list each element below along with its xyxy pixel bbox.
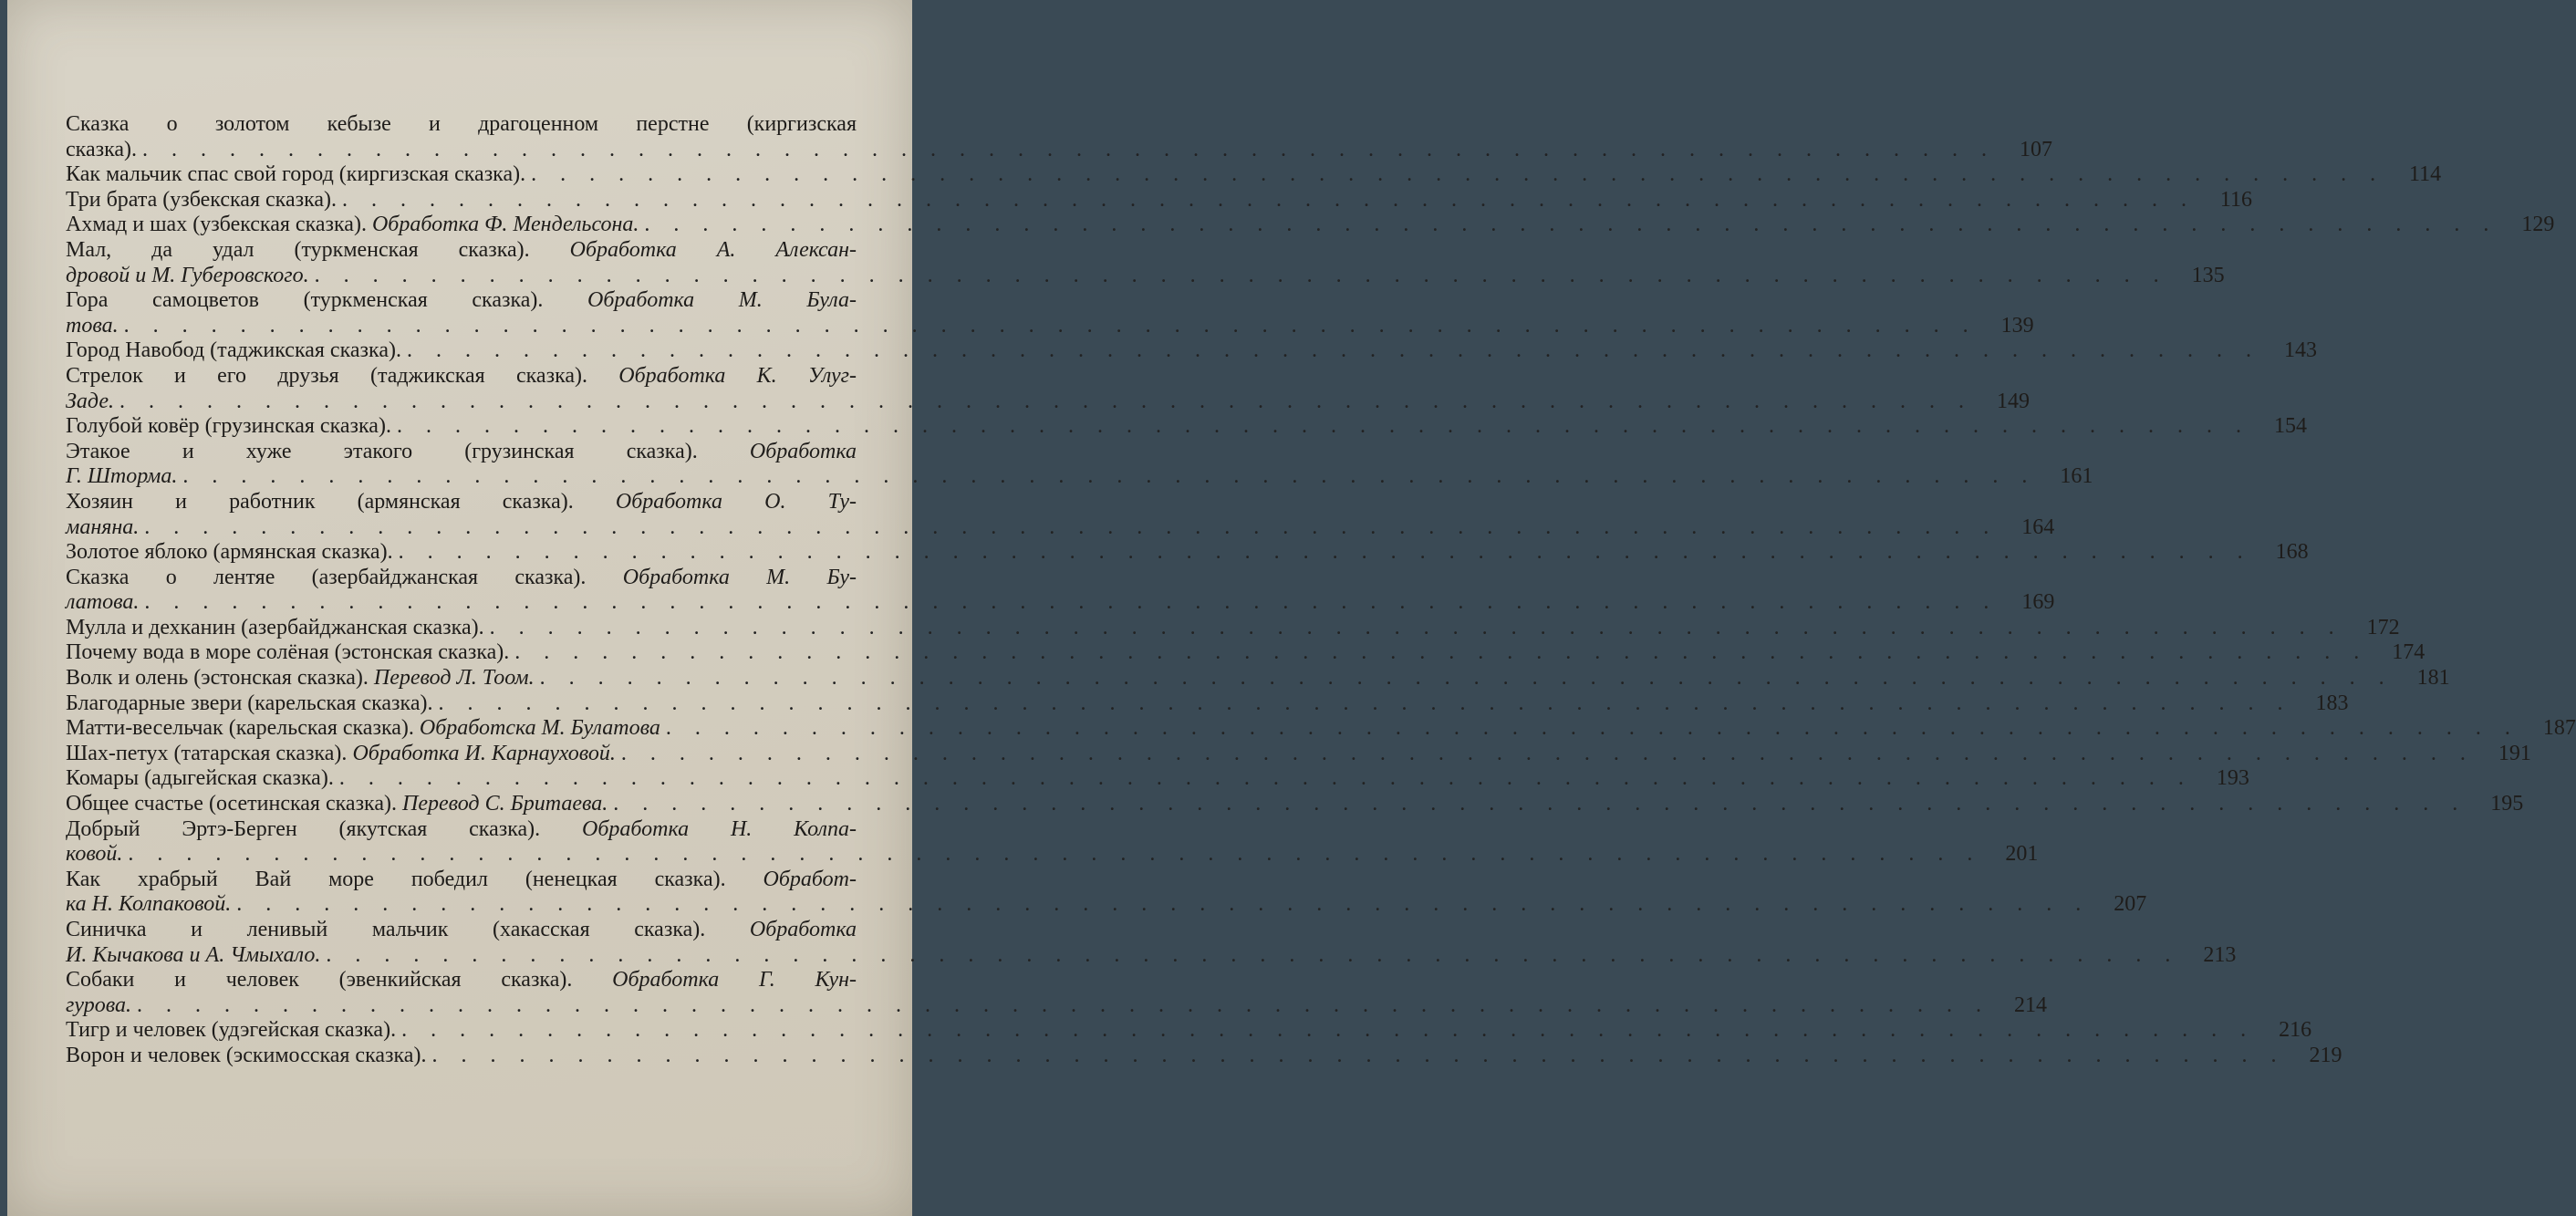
- toc-line: [66, 137, 2053, 163]
- toc-credit: ковой.: [66, 842, 123, 867]
- toc-line: [66, 514, 2055, 541]
- toc-line: [66, 640, 2425, 666]
- toc-entry-text: [66, 288, 857, 314]
- toc-entry-text: [66, 464, 177, 490]
- toc-title: Ахмад и шах (узбекская сказка).: [66, 213, 372, 237]
- toc-credit: Обработка М. Бу-: [622, 565, 857, 589]
- toc-entry: [66, 363, 2030, 414]
- toc-entry: [66, 741, 2531, 767]
- toc-entry-text: [66, 590, 139, 616]
- toc-line: [66, 615, 2400, 641]
- toc-entry-text: [66, 314, 119, 339]
- toc-line: [66, 414, 2307, 440]
- page-number: 195: [2490, 792, 2524, 816]
- toc-line: [66, 187, 2253, 213]
- page-number: 143: [2283, 338, 2317, 363]
- toc-entry-text: [66, 993, 131, 1019]
- dot-leader: [396, 1018, 2255, 1044]
- page-number: 116: [2219, 187, 2253, 212]
- toc-entry-text: [66, 742, 616, 767]
- toc-entry-text: [66, 892, 231, 918]
- toc-line: [66, 213, 2555, 238]
- toc-entry: [66, 615, 2400, 641]
- page-number: 107: [2020, 137, 2053, 161]
- toc-line: [66, 766, 2249, 792]
- toc-entry: [66, 162, 2442, 188]
- toc-line: [66, 942, 2237, 969]
- toc-line: [66, 590, 2055, 616]
- dot-leader: [139, 590, 1998, 616]
- toc-entry-text: [66, 112, 857, 138]
- toc-entry-text: [66, 188, 337, 213]
- toc-entry: [66, 414, 2307, 440]
- toc-entry: [66, 237, 2225, 288]
- toc-line: [66, 691, 2349, 717]
- page-number: 129: [2521, 213, 2555, 237]
- toc-title: Три брата (узбекская сказка).: [66, 187, 338, 212]
- toc-entry-text: [66, 918, 857, 943]
- toc-entry-text: [66, 162, 525, 188]
- dot-leader: [320, 943, 2179, 969]
- dot-leader: [119, 314, 1978, 339]
- dot-leader: [432, 691, 2291, 717]
- toc-title: Матти-весельчак (карельская сказка).: [66, 716, 420, 741]
- toc-entry-text: [66, 515, 139, 541]
- toc-entry: [66, 187, 2253, 213]
- toc-entry-text: [66, 616, 484, 641]
- dot-leader: [131, 993, 1990, 1019]
- dot-leader: [139, 515, 1998, 541]
- toc-title: Добрый Эртэ-Берген (якутская сказка).: [66, 816, 583, 841]
- page-number: 139: [2000, 313, 2034, 338]
- toc-line: [66, 1018, 2312, 1044]
- toc-line: [66, 868, 909, 893]
- toc-title: Как мальчик спас свой город (киргизская сказка).: [66, 162, 526, 187]
- toc-line: [66, 817, 909, 843]
- toc-entry-text: [66, 138, 137, 163]
- page-number: 214: [2013, 993, 2047, 1017]
- toc-credit: дровой и М. Губеровского.: [66, 263, 309, 287]
- dot-leader: [137, 138, 1996, 163]
- toc-line: [66, 741, 2531, 767]
- toc-credit: Г. Шторма.: [66, 464, 178, 489]
- toc-entry: [66, 1018, 2312, 1044]
- toc-entry-text: [66, 842, 122, 868]
- toc-entry: [66, 918, 2237, 968]
- toc-entry-text: [66, 338, 401, 364]
- toc-line: [66, 162, 2442, 188]
- toc-title: Хозяин и работник (армянская сказка).: [66, 489, 616, 514]
- toc-line: [66, 666, 2450, 691]
- toc-line: [66, 440, 909, 465]
- dot-leader: [177, 464, 2036, 490]
- toc-title: Золотое яблоко (армянская сказка).: [66, 540, 393, 565]
- toc-entry-text: [66, 792, 608, 817]
- toc-entry: [66, 792, 2524, 817]
- dot-leader: [122, 842, 1981, 868]
- toc-entry-text: [66, 264, 309, 289]
- dot-leader: [337, 188, 2196, 213]
- toc-entry: [66, 213, 2555, 238]
- toc-entry-text: [66, 390, 114, 415]
- toc-title: Шах-петух (татарская сказка).: [66, 741, 353, 765]
- toc-entry-text: [66, 490, 857, 515]
- dot-leader: [639, 213, 2498, 238]
- toc-line: [66, 288, 909, 314]
- toc-credit: Обработка: [749, 439, 857, 463]
- toc-entry: [66, 338, 2317, 364]
- toc-entry-text: [66, 716, 660, 742]
- toc-title: Голубой ковёр (грузинская сказка).: [66, 414, 391, 439]
- toc-entry-text: [66, 1044, 426, 1069]
- dot-leader: [231, 892, 2090, 918]
- page-number: 191: [2498, 741, 2531, 765]
- toc-entry: [66, 766, 2249, 792]
- page-number: 219: [2309, 1043, 2342, 1067]
- page-number: 135: [2191, 263, 2225, 287]
- toc-entry: [66, 968, 2047, 1018]
- page-number: 172: [2366, 615, 2400, 639]
- toc-line: [66, 389, 2030, 415]
- toc-title: Стрелок и его друзья (таджикская сказка).: [66, 363, 619, 388]
- toc-entry: [66, 816, 2039, 868]
- toc-credit: Обработка А. Алексан-: [569, 237, 857, 262]
- book-page: [7, 0, 2576, 1216]
- dot-leader: [660, 716, 2519, 742]
- toc-credit: Обработ-: [763, 867, 857, 891]
- dot-leader: [509, 640, 2368, 666]
- toc-line: [66, 1043, 2342, 1069]
- toc-entry-text: [66, 440, 857, 465]
- toc-entry: [66, 691, 2349, 717]
- toc-line: [66, 112, 909, 138]
- toc-title: Гора самоцветов (туркменская сказка).: [66, 288, 588, 313]
- page-number: 213: [2203, 942, 2237, 967]
- toc-line: [66, 993, 2047, 1019]
- dot-leader: [334, 766, 2193, 792]
- toc-line: [66, 792, 2524, 817]
- page-number: 168: [2275, 540, 2309, 565]
- toc-entry-text: [66, 566, 857, 591]
- toc-entry: [66, 867, 2147, 918]
- dot-leader: [426, 1044, 2285, 1069]
- page-number: 193: [2216, 766, 2249, 791]
- dot-leader: [114, 390, 1973, 415]
- toc-credit: Обработка: [749, 918, 857, 941]
- toc-entry-text: [66, 691, 432, 717]
- toc-line: [66, 263, 2225, 289]
- toc-credit: Обработка М. Була-: [587, 288, 857, 313]
- toc-line: [66, 716, 2576, 742]
- page-number: 216: [2279, 1018, 2312, 1043]
- toc-line: [66, 338, 2317, 364]
- toc-credit: гурова.: [66, 993, 131, 1017]
- toc-credit: Обработка О. Ту-: [615, 489, 857, 514]
- toc-credit: Обработка К. Улуг-: [618, 363, 857, 388]
- toc-title: Собаки и человек (эвенкийская сказка).: [66, 968, 613, 993]
- page-number: 149: [1996, 389, 2030, 413]
- toc-line: [66, 313, 2034, 339]
- toc-credit: Обработка Г. Кун-: [612, 968, 857, 993]
- toc-line: [66, 490, 909, 515]
- toc-line: [66, 464, 2093, 490]
- toc-title: Мал, да удал (туркменская сказка).: [66, 237, 570, 262]
- toc-entry-text: [66, 766, 334, 792]
- toc-title: Сказка о лентяе (азербайджанская сказка).: [66, 565, 623, 589]
- toc-title: Ворон и человек (эскимосская сказка).: [66, 1043, 427, 1067]
- toc-credit: Обработка Ф. Мендельсона.: [371, 213, 639, 237]
- toc-title: Город Навобод (таджикская сказка).: [66, 338, 401, 363]
- dot-leader: [616, 742, 2475, 767]
- toc-title: сказка).: [66, 137, 138, 161]
- page-number: 154: [2273, 414, 2307, 439]
- page-number: 183: [2315, 691, 2349, 715]
- toc-credit: Обработска М. Булатова: [419, 716, 660, 741]
- toc-credit: Перевод С. Бритаева.: [402, 792, 608, 816]
- toc-title: Как храбрый Вай море победил (ненецкая сказка).: [66, 867, 763, 891]
- toc-line: [66, 892, 2147, 918]
- toc-entry: [66, 640, 2425, 666]
- toc-title: Почему вода в море солёная (эстонская сказка).: [66, 640, 510, 665]
- toc-entry-text: [66, 968, 857, 993]
- toc-credit: Обработка И. Карнауховой.: [352, 741, 616, 765]
- dot-leader: [535, 666, 2394, 691]
- toc-credit: това.: [66, 313, 119, 338]
- dot-leader: [525, 162, 2384, 188]
- toc-line: [66, 364, 909, 390]
- toc-title: Синичка и ленивый мальчик (хакасская сказка).: [66, 918, 750, 941]
- dot-leader: [393, 540, 2252, 566]
- page-number: 187: [2542, 716, 2576, 741]
- toc-credit: И. Кычакова и А. Чмыхало.: [66, 942, 321, 967]
- toc-entry: [66, 112, 2053, 162]
- table-of-contents: [66, 112, 2576, 1069]
- toc-entry: [66, 540, 2309, 566]
- toc-entry-text: [66, 817, 857, 843]
- toc-line: [66, 918, 909, 943]
- toc-entry-text: [66, 364, 857, 390]
- toc-credit: Перевод Л. Тоом.: [373, 666, 535, 691]
- toc-line: [66, 842, 2039, 868]
- toc-entry-text: [66, 868, 857, 893]
- toc-entry-text: [66, 640, 509, 666]
- toc-entry: [66, 288, 2034, 338]
- dot-leader: [391, 414, 2250, 440]
- toc-title: Мулла и дехканин (азербайджанская сказка).: [66, 615, 484, 639]
- toc-entry: [66, 439, 2093, 490]
- toc-entry-text: [66, 943, 320, 969]
- toc-title: Тигр и человек (удэгейская сказка).: [66, 1018, 397, 1043]
- page-number: 114: [2409, 162, 2442, 187]
- toc-credit: Заде.: [66, 389, 114, 413]
- toc-title: Благодарные звери (карельская сказка).: [66, 691, 433, 715]
- page-number: 201: [2005, 842, 2039, 867]
- toc-title: Общее счастье (осетинская сказка).: [66, 792, 402, 816]
- toc-credit: ка Н. Колпаковой.: [66, 892, 232, 917]
- dot-leader: [484, 616, 2343, 641]
- page-number: 207: [2114, 892, 2147, 917]
- toc-line: [66, 540, 2309, 566]
- toc-entry: [66, 565, 2055, 616]
- page-number: 181: [2416, 666, 2450, 691]
- dot-leader: [608, 792, 2467, 817]
- toc-entry: [66, 666, 2450, 691]
- page-number: 161: [2060, 464, 2093, 489]
- toc-credit: латова.: [66, 590, 140, 615]
- toc-title: Сказка о золотом кебызе и драгоценном перстне (киргизская: [66, 112, 857, 136]
- toc-entry-text: [66, 213, 639, 238]
- dot-leader: [309, 264, 2168, 289]
- dot-leader: [401, 338, 2260, 364]
- toc-entry: [66, 489, 2055, 540]
- toc-entry-text: [66, 540, 393, 566]
- toc-credit: маняна.: [66, 514, 140, 539]
- toc-entry-text: [66, 666, 535, 691]
- toc-entry: [66, 1043, 2342, 1069]
- toc-title: Комары (адыгейская сказка).: [66, 766, 334, 791]
- toc-line: [66, 968, 909, 993]
- toc-credit: Обработка Н. Колпа-: [582, 816, 857, 841]
- toc-line: [66, 566, 909, 591]
- toc-entry: [66, 716, 2576, 742]
- page-number: 164: [2021, 514, 2055, 539]
- toc-title: Волк и олень (эстонская сказка).: [66, 666, 374, 691]
- toc-entry-text: [66, 414, 391, 440]
- toc-entry-text: [66, 238, 857, 264]
- page-number: 174: [2392, 640, 2425, 665]
- page-number: 169: [2021, 590, 2055, 615]
- toc-title: Этакое и хуже этакого (грузинская сказка).: [66, 439, 750, 463]
- toc-entry-text: [66, 1018, 396, 1044]
- toc-line: [66, 238, 909, 264]
